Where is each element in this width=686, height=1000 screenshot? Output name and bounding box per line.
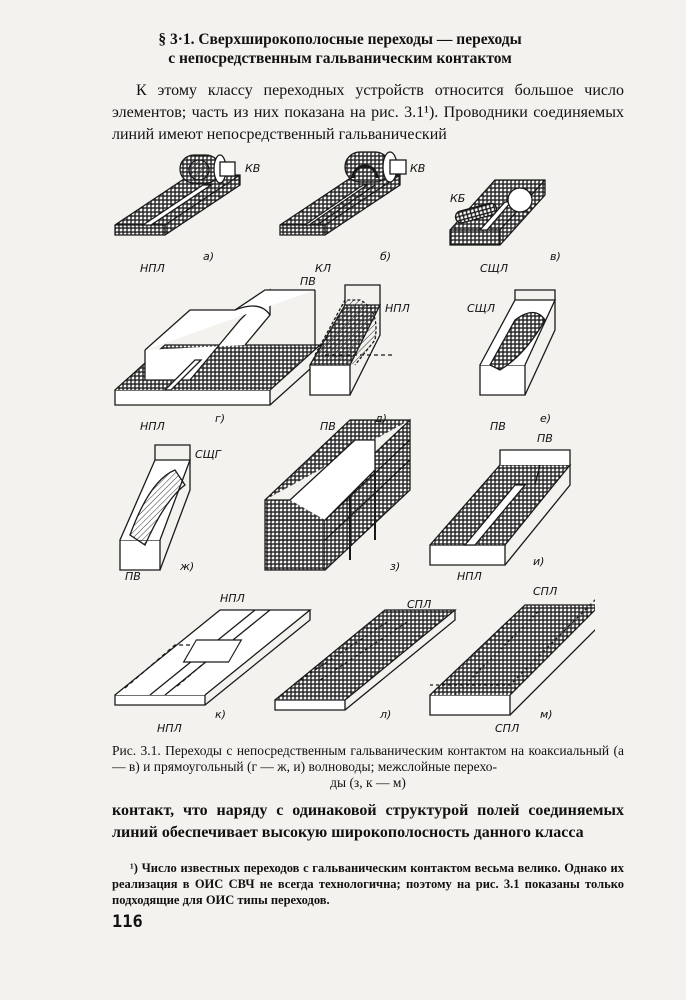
panel-letter-i: и) bbox=[533, 555, 545, 568]
panel-tag-l: СПЛ bbox=[407, 598, 432, 611]
panel-label-m: СПЛ bbox=[495, 722, 520, 735]
panel-zh bbox=[120, 445, 190, 570]
panel-tag-d: НПЛ bbox=[385, 302, 410, 315]
footnote bbox=[112, 860, 624, 908]
panel-letter-zh: ж) bbox=[180, 560, 195, 573]
panel-label-b: КЛ bbox=[315, 262, 332, 275]
figure-caption bbox=[112, 743, 624, 791]
panel-label-a: НПЛ bbox=[140, 262, 165, 275]
panel-letter-v: в) bbox=[550, 250, 561, 263]
panel-label-i: НПЛ bbox=[457, 570, 482, 583]
panel-letter-z: з) bbox=[390, 560, 401, 573]
panel-label-v: СЩЛ bbox=[480, 262, 508, 275]
heading-line-1: § 3·1. Сверхширокополосные переходы — переходы bbox=[158, 31, 522, 48]
caption-line-2: ды (з, к — м) bbox=[330, 775, 406, 790]
panel-b bbox=[280, 152, 406, 235]
caption-line-1: Рис. 3.1. Переходы с непосредственным гальваническим контактом на коаксиальный (а — в) и прямоугольный (г — ж, и) волноводы; межслойные перехо- bbox=[112, 743, 624, 774]
section-heading bbox=[100, 30, 580, 68]
panel-tag-v: КБ bbox=[450, 192, 466, 205]
panel-letter-g: г) bbox=[215, 412, 226, 425]
panel-letter-m: м) bbox=[540, 708, 553, 721]
page-number: 116 bbox=[112, 912, 143, 932]
panel-tag-e: СЩЛ bbox=[467, 302, 495, 315]
heading-line-2: с непосредственным гальваническим контактом bbox=[168, 50, 512, 67]
paragraph-1-text: К этому классу переходных устройств относится большое число элементов; часть из них показана на рис. 3.1¹). Проводники соединяемых линий имеют непосредственный гальванический bbox=[112, 82, 624, 143]
panel-v bbox=[450, 180, 545, 245]
panel-label-d: ПВ bbox=[320, 420, 336, 433]
panel-z bbox=[265, 420, 410, 570]
panel-letter-e: е) bbox=[540, 412, 552, 425]
paragraph-2: контакт, что наряду с одинаковой структурой полей соединяемых линий обеспечивает высокую широкополосность данного класса bbox=[112, 802, 624, 841]
panel-label-g: НПЛ bbox=[140, 420, 165, 433]
panel-g bbox=[115, 290, 320, 405]
panel-label-e: ПВ bbox=[490, 420, 506, 433]
panel-letter-l: л) bbox=[380, 708, 392, 721]
panel-tag-i: ПВ bbox=[537, 432, 553, 445]
figure-3-1 bbox=[95, 140, 595, 740]
panel-a bbox=[115, 155, 240, 235]
panel-d bbox=[310, 285, 395, 395]
panel-tag-m: СПЛ bbox=[533, 585, 558, 598]
panel-tag-g: ПВ bbox=[300, 275, 316, 288]
panel-i bbox=[430, 450, 570, 565]
panel-label-zh: ПВ bbox=[125, 570, 141, 583]
panel-label-k: НПЛ bbox=[157, 722, 182, 735]
footnote-text: ¹) Число известных переходов с гальваническим контактом весьма велико. Однако их реализация в ОИС СВЧ не всегда технологична; поэтому на рис. 3.1 показаны только подходящие для ОИС типы переходов. bbox=[112, 861, 624, 907]
paragraph-1 bbox=[112, 80, 624, 146]
figure-drawing bbox=[95, 140, 595, 740]
panel-tag-zh: СЩГ bbox=[195, 448, 221, 461]
panel-letter-b: б) bbox=[380, 250, 392, 263]
panel-letter-k: к) bbox=[215, 708, 226, 721]
panel-letter-d: д) bbox=[375, 412, 387, 425]
panel-tag-b: КВ bbox=[410, 162, 426, 175]
panel-tag-k: НПЛ bbox=[220, 592, 245, 605]
panel-letter-a: а) bbox=[203, 250, 215, 263]
panel-tag-a: КВ bbox=[245, 162, 261, 175]
